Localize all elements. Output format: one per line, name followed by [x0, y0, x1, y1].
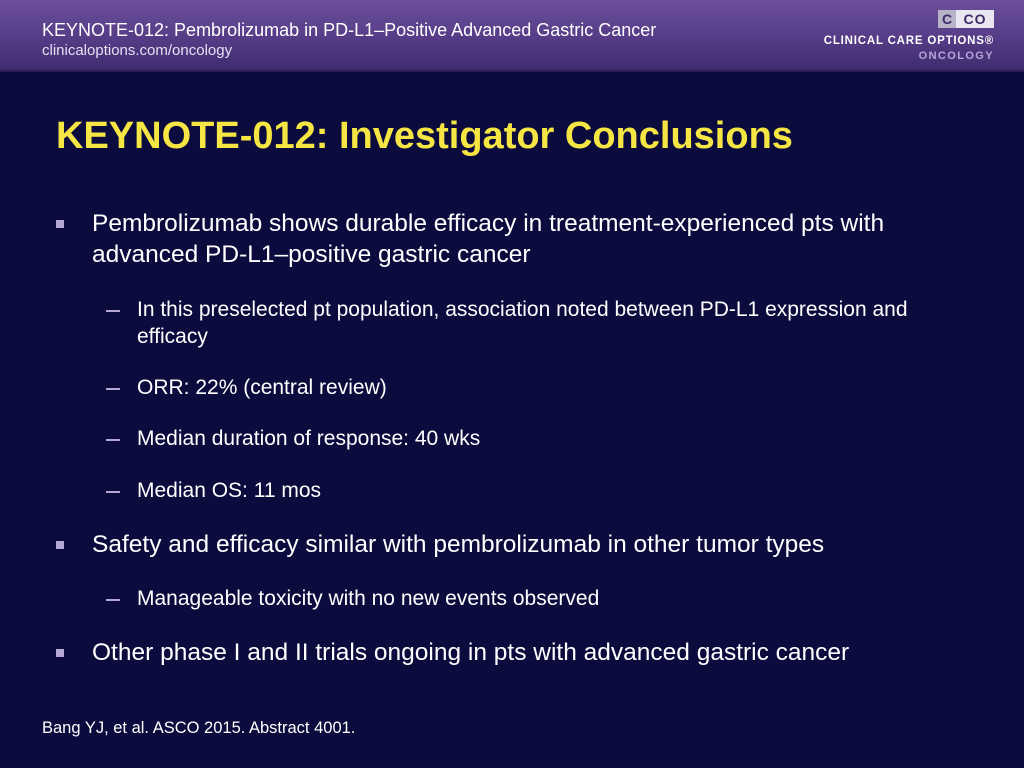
logo-badge-right: CO — [956, 10, 994, 28]
header-bar — [0, 0, 1024, 72]
header-title: KEYNOTE-012: Pembrolizumab in PD-L1–Positive Advanced Gastric Cancer — [42, 20, 657, 40]
header-url[interactable]: clinicaloptions.com/oncology — [42, 42, 233, 59]
bullet-2: Safety and efficacy similar with pembrolizumab in other tumor types — [92, 531, 825, 558]
clinical-care-options-logo — [804, 10, 994, 66]
logo-badge — [938, 10, 994, 28]
footnote-citation: Bang YJ, et al. ASCO 2015. Abstract 4001. — [42, 719, 356, 737]
slide-title: KEYNOTE-012: Investigator Conclusions — [56, 115, 793, 157]
dash-bullet-icon — [106, 439, 120, 441]
dash-bullet-icon — [106, 310, 120, 312]
square-bullet-icon — [56, 220, 64, 228]
header-divider — [0, 70, 1024, 72]
logo-badge-left: C — [938, 10, 956, 28]
sub-bullet-2-1: Manageable toxicity with no new events observed — [137, 587, 600, 610]
sub-bullet-1-2: ORR: 22% (central review) — [137, 376, 387, 399]
dash-bullet-icon — [106, 491, 120, 493]
sub-bullet-1-3: Median duration of response: 40 wks — [137, 427, 481, 450]
sub-bullet-1-4: Median OS: 11 mos — [137, 479, 322, 502]
logo-subtitle: ONCOLOGY — [918, 50, 994, 62]
bullet-3: Other phase I and II trials ongoing in pts with advanced gastric cancer — [92, 639, 850, 666]
sub-bullet-1-1: In this preselected pt population, association noted between PD-L1 expression and efficacy — [137, 298, 908, 348]
dash-bullet-icon — [106, 388, 120, 390]
bullet-1: Pembrolizumab shows durable efficacy in treatment-experienced pts with advanced PD-L1–positive gastric cancer — [92, 210, 885, 268]
square-bullet-icon — [56, 541, 64, 549]
logo-name: CLINICAL CARE OPTIONS® — [823, 35, 994, 47]
square-bullet-icon — [56, 649, 64, 657]
dash-bullet-icon — [106, 599, 120, 601]
